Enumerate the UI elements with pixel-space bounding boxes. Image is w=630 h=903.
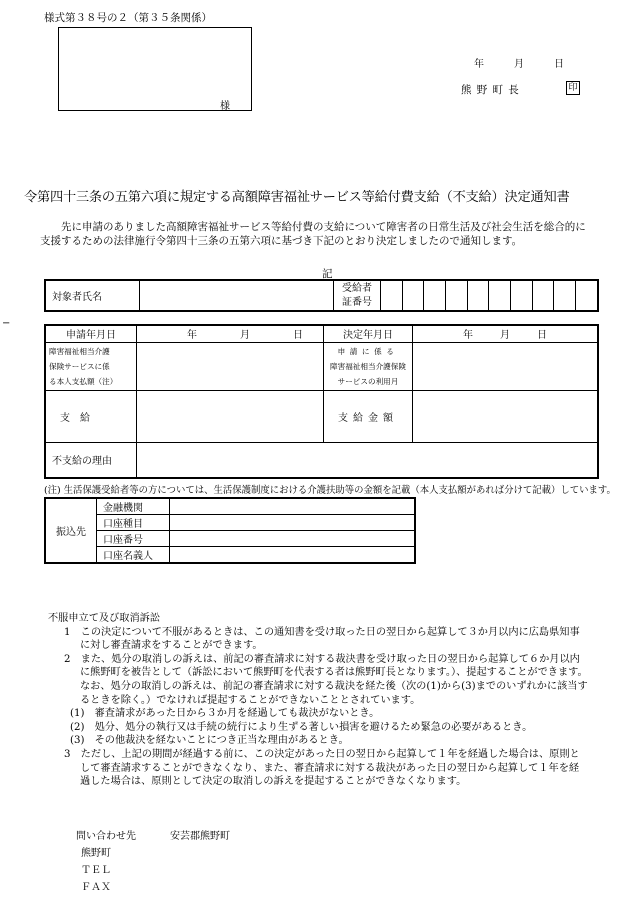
contact-fax: ＦＡＸ [81, 882, 111, 893]
recipient-digit-5[interactable] [467, 280, 489, 311]
reason-cell[interactable] [137, 442, 599, 478]
appeal-heading: 不服申立て及び取消訴訟 [48, 613, 161, 624]
bank-row-value-3[interactable] [170, 531, 416, 547]
self-pay-cell[interactable] [137, 342, 324, 390]
recipient-digit-4[interactable] [445, 280, 467, 311]
issuer-name: 熊野町長 [461, 84, 524, 96]
amount-label: 支給金額 [324, 390, 413, 442]
appeal-sub-3: (3) その他裁決を経ないことにつき正当な理由があるとき。 [70, 735, 349, 747]
decision-table [44, 324, 599, 479]
appeal-item-2: 2 また、処分の取消しの訴えは、前記の審査請求に対する裁決書を受け取った日の翌日から起算して６か月以内に熊野町を被告として（訴訟において熊野町を代表する者は熊野町長となります。）、提起することができます。 [64, 653, 588, 679]
bank-row-value-4[interactable] [170, 547, 416, 564]
addressee-suffix: 様 [220, 101, 230, 112]
appeal-section [48, 612, 588, 789]
usage-line2: 障害福祉相当介護保険 [330, 361, 406, 371]
issue-date-month: 月 [514, 59, 524, 70]
bank-row-label-2: 口座種目 [97, 515, 170, 531]
bank-row-label-1: 金融機関 [97, 498, 170, 515]
appeal-item-3: 3 ただし、上記の期間が経過する前に、この決定があった日の翌日から起算して１年を経過した場合は、原則として審査請求することができなくなり、また、審査請求に対する裁決があった日の翌日から起算して１年を経過した場合は、原則として決定の取消しの訴えを提起することができなくなります。 [64, 748, 580, 788]
amount-cell[interactable] [413, 390, 599, 442]
recipient-digit-1[interactable] [380, 280, 402, 311]
usage-month-cell[interactable] [413, 342, 599, 390]
seal-mark: 印 [566, 81, 580, 95]
recipient-digit-2[interactable] [402, 280, 424, 311]
recipient-digit-9[interactable] [554, 280, 576, 311]
bank-row-label-3: 口座番号 [97, 531, 170, 547]
decision-month: 月 [500, 330, 510, 342]
usage-line1: 申請に係る [337, 346, 399, 356]
usage-line3: サービスの利用月 [337, 376, 399, 386]
name-label: 対象者氏名 [45, 280, 139, 311]
recipient-digit-3[interactable] [424, 280, 446, 311]
bank-label: 振込先 [45, 498, 97, 563]
intro-paragraph: 先に申請のありました高額障害福祉サービス等給付費の支給について障害者の日常生活及び社会生活を総合的に支援するための法律施行令第四十三条の五第六項に基づき下記のとおり決定しましたので通知します。 [40, 221, 586, 247]
contact-block [76, 828, 230, 896]
name-cell[interactable] [139, 280, 333, 311]
issue-date-day: 日 [554, 59, 564, 70]
bank-table [44, 497, 416, 564]
decision-year: 年 [463, 330, 473, 342]
appeal-sub-1: (1) 審査請求があった日から３か月を経過しても裁決がないとき。 [70, 708, 380, 720]
recipient-digit-8[interactable] [532, 280, 554, 311]
contact-dept: 安芸郡熊野町 [170, 831, 230, 842]
payment-label: 支 給 [45, 390, 137, 442]
decision-date-label: 決定年月日 [324, 325, 413, 342]
recipient-label-line2: 証番号 [342, 296, 373, 308]
apply-day: 日 [293, 330, 303, 342]
payment-cell[interactable] [137, 390, 324, 442]
contact-label: 問い合わせ先 [76, 831, 136, 842]
recipient-number-label [334, 280, 381, 311]
self-pay-line2: 保険サービスに係 [49, 361, 110, 371]
recipient-table [44, 279, 599, 312]
recipient-digit-7[interactable] [511, 280, 533, 311]
ki-mark: 記 [322, 268, 333, 280]
apply-date-label: 申請年月日 [45, 325, 137, 342]
self-pay-label [45, 342, 137, 390]
appeal-sub-2: (2) 処分、処分の執行又は手続の続行により生ずる著しい損害を避けるため緊急の必要があるとき。 [70, 721, 533, 733]
usage-month-label [324, 342, 413, 390]
self-pay-line1: 障害福祉相当介護 [49, 346, 110, 356]
bank-row-value-2[interactable] [170, 515, 416, 531]
form-number: 様式第３８号の２（第３５条関係） [44, 12, 212, 24]
apply-year: 年 [187, 330, 197, 342]
contact-tel: ＴＥＬ [81, 865, 111, 876]
bank-row-value-1[interactable] [170, 498, 416, 515]
margin-dash: − [2, 318, 11, 329]
decision-day: 日 [537, 330, 547, 342]
bank-row-label-4: 口座名義人 [97, 547, 170, 564]
document-title: 令第四十三条の五第六項に規定する高額障害福祉サービス等給付費支給（不支給）決定通知書 [24, 190, 570, 205]
apply-month: 月 [240, 330, 250, 342]
reason-label: 不支給の理由 [45, 442, 137, 478]
contact-town: 熊野町 [81, 848, 111, 859]
self-pay-line3: る本人支払額（注） [49, 376, 118, 386]
issue-date [474, 55, 564, 70]
issue-date-year: 年 [474, 59, 484, 70]
appeal-item-2-note: なお、処分の取消しの訴えは、前記の審査請求に対する裁決を経た後（次の(1)から(3)までのいずれかに該当するときを除く。）でなければ提起することができないこととされています。 [80, 680, 588, 706]
footnote: (注) 生活保護受給者等の方については、生活保護制度における介護扶助等の金額を記載（本人支払額があれば分けて記載）しています。 [44, 485, 616, 496]
recipient-digit-6[interactable] [489, 280, 511, 311]
recipient-digit-10[interactable] [576, 280, 598, 311]
appeal-item-1: 1 この決定について不服があるときは、この通知書を受け取った日の翌日から起算して３か月以内に広島県知事に対し審査請求をすることができます。 [64, 626, 580, 652]
recipient-label-line1: 受給者 [342, 282, 373, 294]
decision-date-cell[interactable] [413, 325, 599, 342]
apply-date-cell[interactable] [137, 325, 324, 342]
